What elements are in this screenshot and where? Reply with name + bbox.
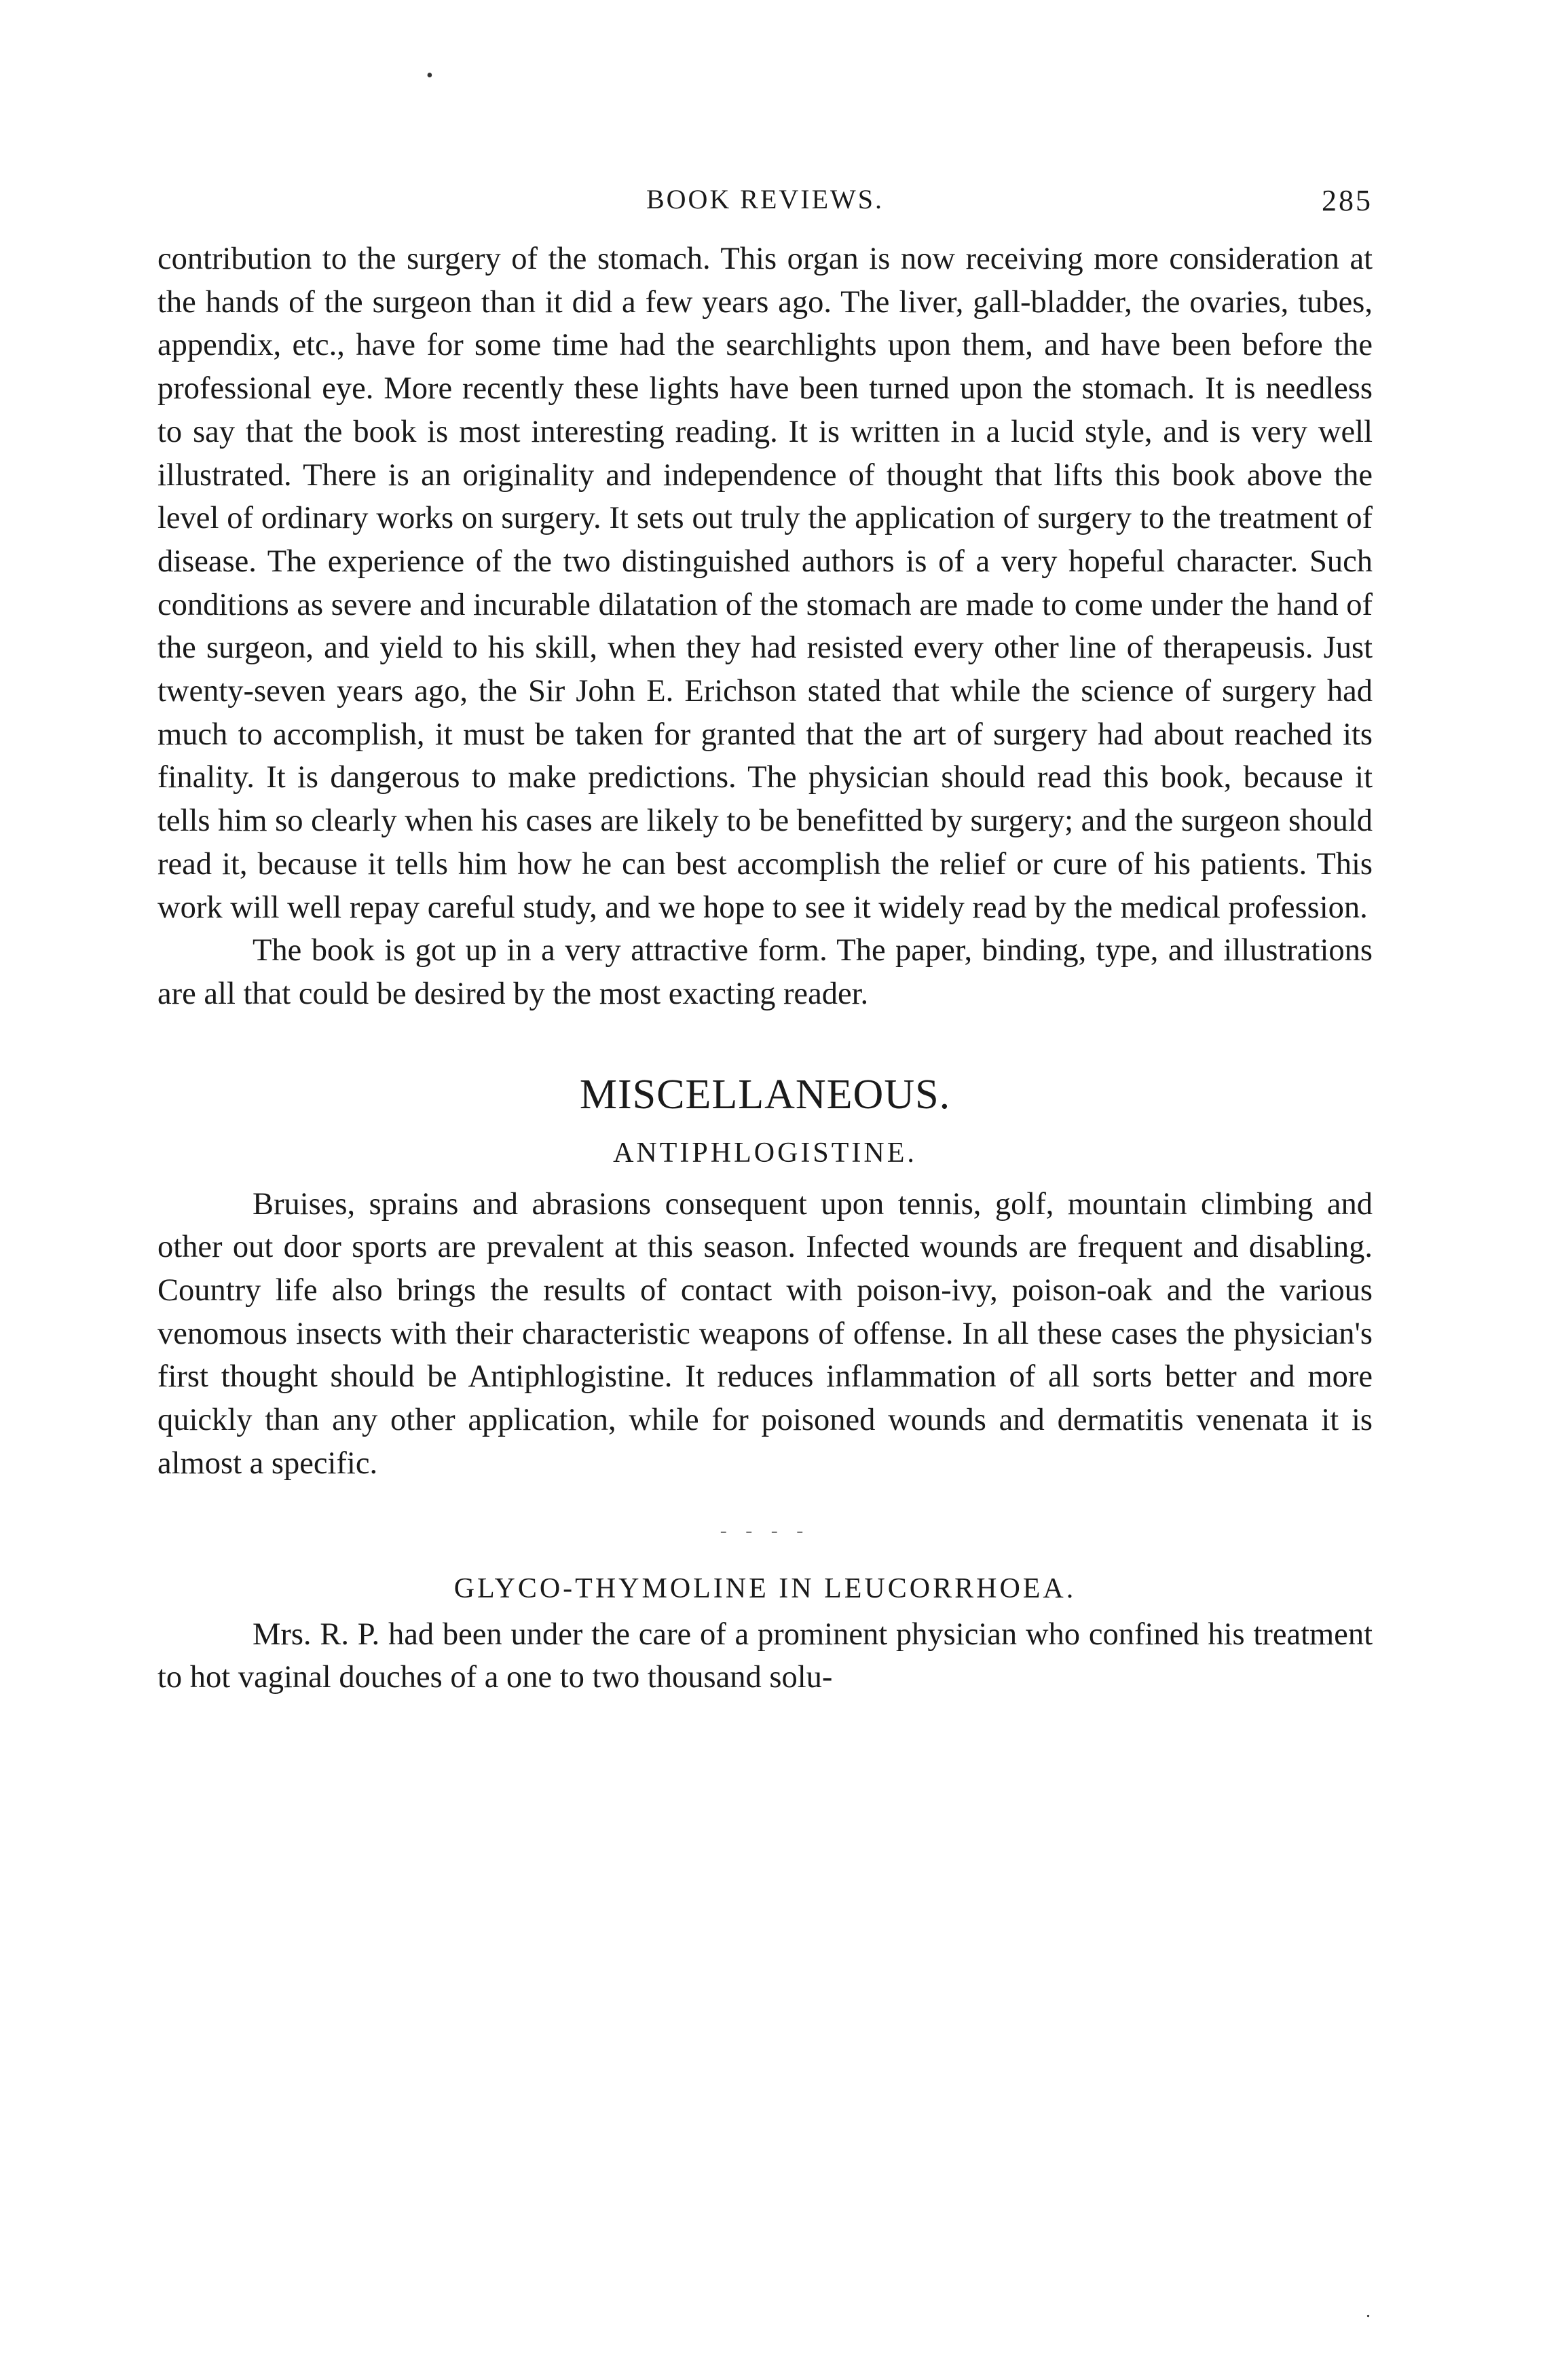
page-number: 285 <box>1322 184 1373 217</box>
article-paragraph: Bruises, sprains and abrasions consequent upon tennis, golf, mountain climbing and other out door sports are prevalent at this season. Infected wounds are frequent and disabling. Country life also brings the results of contact with poison-ivy, poison-oak and the various venomous insects with their characteristic weapons of offense. In all these cases the physician's first thought should be Antiphlogistine. It reduces inflammation of all sorts better and more quickly than any other application, while for poisoned wounds and dermatitis venenata it is almost a specific. <box>157 1186 1373 1481</box>
book-page <box>157 183 1373 1699</box>
running-title: BOOK REVIEWS. <box>646 184 885 214</box>
article-title: GLYCO-THYMOLINE IN LEUCORRHOEA. <box>453 1572 1077 1604</box>
review-paragraph: The book is got up in a very attractive form. The paper, binding, type, and illustrations are all that could be desired by the most exacting reader. <box>157 933 1373 1011</box>
review-paragraph: contribution to the surgery of the stomach. This organ is now receiving more consideration at the hands of the surgeon than it did a few years ago. The liver, gall-bladder, the ovaries, tubes, appendix, etc., have for some time had the searchlights upon them, and have been before the professional eye. More recently these lights have been turned upon the stomach. It is needless to say that the book is most interesting reading. It is written in a lucid style, and is very well illustrated. There is an originality and independence of thought that lifts this book above the level of ordinary works on surgery. It sets out truly the application of surgery to the treatment of disease. The experience of the two distinguished authors is of a very hopeful character. Such conditions as severe and incurable dilatation of the stomach are made to come under the hand of the surgeon, and yield to his skill, when they had resisted every other line of therapeusis. Just twenty-seven years ago, the Sir John E. Erichson stated that while the science of surgery had much to accomplish, it must be taken for granted that the art of surgery had about reached its finality. It is dangerous to make predictions. The physician should read this book, because it tells him so clearly when his cases are likely to be benefitted by surgery; and the surgeon should read it, because it tells him how he can best accomplish the relief or cure of his patients. This work will well repay careful study, and we hope to see it widely read by the medical profession. <box>157 242 1373 925</box>
article-title: ANTIPHLOGISTINE. <box>613 1137 917 1169</box>
section-title: MISCELLANEOUS. <box>579 1071 951 1118</box>
article-paragraph: Mrs. R. P. had been under the care of a prominent physician who confined his treatment to hot vaginal douches of a one to two thousand solu- <box>157 1617 1373 1695</box>
top-ink-mark: • <box>426 65 433 86</box>
section-divider: - - - - <box>720 1519 811 1542</box>
bottom-ink-mark: . <box>1366 2301 1371 2322</box>
running-head <box>157 183 1373 231</box>
